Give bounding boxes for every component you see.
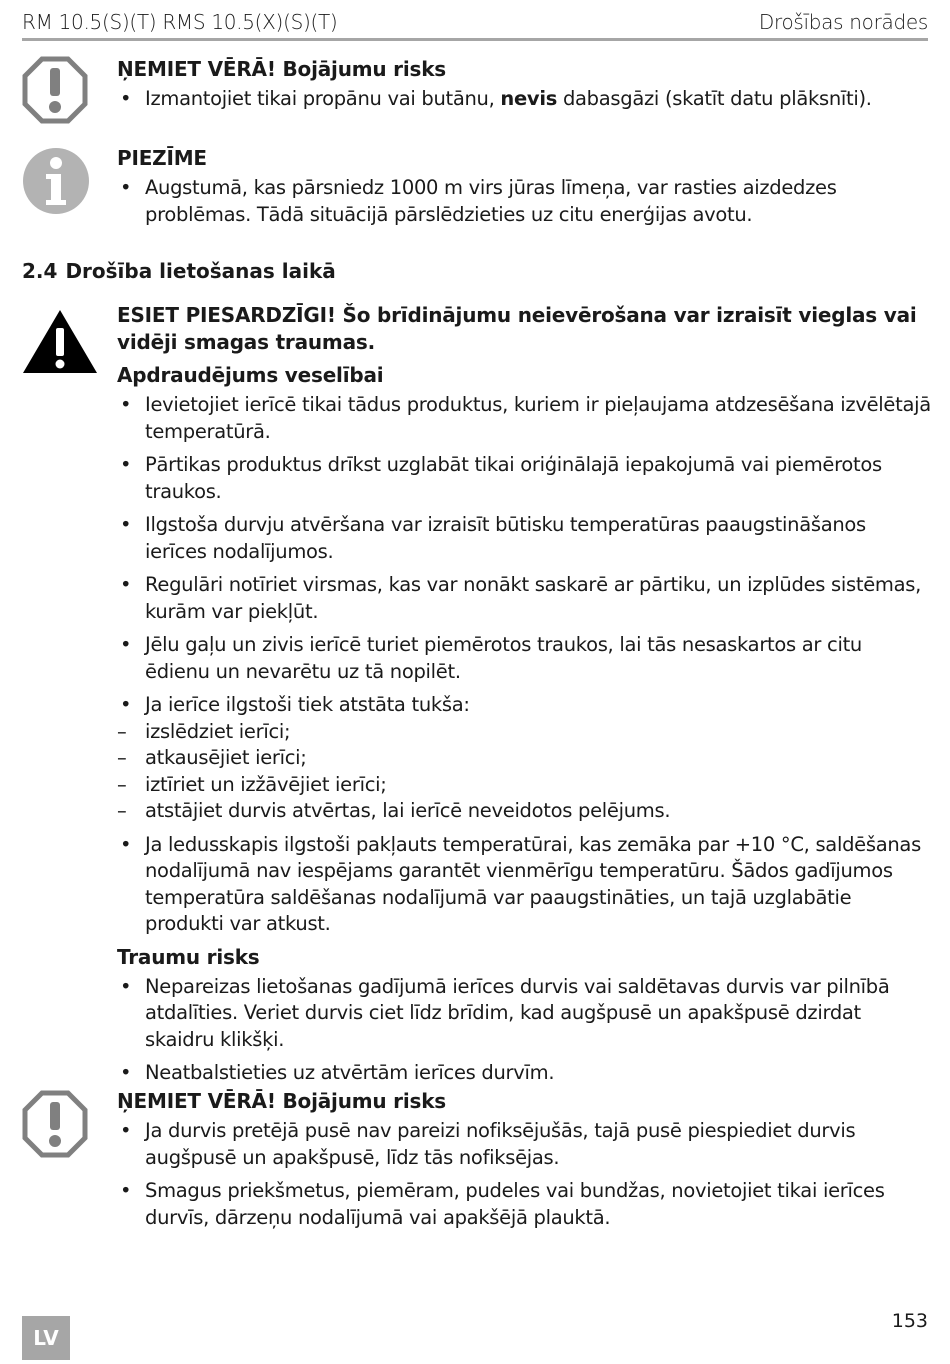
injury-list (117, 974, 932, 1087)
dash-item: – atkausējiet ierīci; (117, 745, 932, 772)
dash-item: – atstājiet durvis atvērtas, lai ierīcē neveidotos pelējums. (117, 798, 932, 825)
list-item: • Nepareizas lietošanas gadījumā ierīces durvis vai saldētavas durvis var pilnībā atdalīties. Veriet durvis ciet līdz brīdim, kad augšpusē un apakšpusē dzirdat skaidru klikšķi. (117, 974, 932, 1054)
caution-notice-1 (22, 56, 932, 136)
section-title: Drošība lietošanas laikā (65, 259, 336, 283)
injury-heading: Traumu risks (117, 944, 260, 969)
caution-octagon-icon (22, 1090, 88, 1158)
notice-title: ŅEMIET VĒRĀ! Bojājumu risks (117, 57, 447, 81)
health-list (117, 392, 932, 938)
list-item: • Jēlu gaļu un zivis ierīcē turiet piemērotos traukos, lai tās nesaskartos ar citu ēdienu un nevarētu uz tā nopilēt. (117, 632, 932, 685)
section-heading (22, 258, 336, 284)
list-item: • Ilgstoša durvju atvēršana var izraisīt būtisku temperatūras paaugstināšanos ierīces nodalījumos. (117, 512, 932, 565)
list-item (117, 692, 932, 825)
note-title: PIEZĪME (117, 146, 207, 170)
header-section: Drošības norādes (758, 10, 928, 34)
list-item: • Ja durvis pretējā pusē nav pareizi nofiksējušās, tajā pusē piespiediet durvis augšpusē un apakšpusē, līdz tās nofiksējas. (117, 1118, 932, 1171)
list-item: • Smagus priekšmetus, piemēram, pudeles vai bundžas, novietojiet tikai ierīces durvīs, dārzeņu nodalījumā vai apakšējā plauktā. (117, 1178, 932, 1231)
list-item: • Regulāri notīriet virsmas, kas var nonākt saskarē ar pārtiku, un izplūdes sistēmas, kurām var piekļūt. (117, 572, 932, 625)
dash-item: – izslēdziet ierīci; (117, 719, 932, 746)
dash-item: – iztīriet un izžāvējiet ierīci; (117, 772, 932, 799)
language-badge: LV (22, 1316, 70, 1360)
list-item: • Izmantojiet tikai propānu vai butānu, nevis dabasgāzi (skatīt datu plāksnīti). (117, 86, 932, 113)
list-item: • Ievietojiet ierīcē tikai tādus produktus, kuriem ir pieļaujama atdzesēšana izvēlētajā temperatūrā. (117, 392, 932, 445)
page-number: 153 (891, 1310, 928, 1332)
empty-steps (117, 719, 932, 825)
list-item: • Ja ledusskapis ilgstoši pakļauts temperatūrai, kas zemāka par +10 °C, saldēšanas nodalījumā nav iespējams garantēt vienmērīgu temperatūru. Šādos gadījumos temperatūra saldēšanas nodalījumā var paaugstināties, un tajā uzglabātie produkti var atkust. (117, 832, 932, 938)
notice-title: ŅEMIET VĒRĀ! Bojājumu risks (117, 1089, 447, 1113)
header-model: RM 10.5(S)(T) RMS 10.5(X)(S)(T) (22, 10, 338, 34)
list-item: • Neatbalstieties uz atvērtām ierīces durvīm. (117, 1060, 932, 1087)
health-heading: Apdraudējums veselībai (117, 363, 384, 387)
note-notice (22, 145, 932, 245)
warning-title: ESIET PIESARDZĪGI! Šo brīdinājumu neievērošana var izraisīt vieglas vai vidēji smagas traumas. (117, 303, 917, 354)
caution-notice-2 (22, 1088, 932, 1248)
warning-block (22, 302, 932, 1084)
empty-intro: • Ja ierīce ilgstoši tiek atstāta tukša: (145, 693, 470, 716)
list-item: • Augstumā, kas pārsniedz 1000 m virs jūras līmeņa, var rasties aizdedzes problēmas. Tādā situācijā pārslēdzieties uz citu enerģijas avotu. (117, 175, 932, 228)
list-item: • Pārtikas produktus drīkst uzglabāt tikai oriģinālajā iepakojumā vai piemērotos traukos. (117, 452, 932, 505)
info-icon (22, 147, 90, 215)
warning-triangle-icon (22, 308, 98, 374)
section-number: 2.4 (22, 259, 58, 283)
caution-octagon-icon (22, 56, 88, 124)
page-header (22, 8, 928, 41)
